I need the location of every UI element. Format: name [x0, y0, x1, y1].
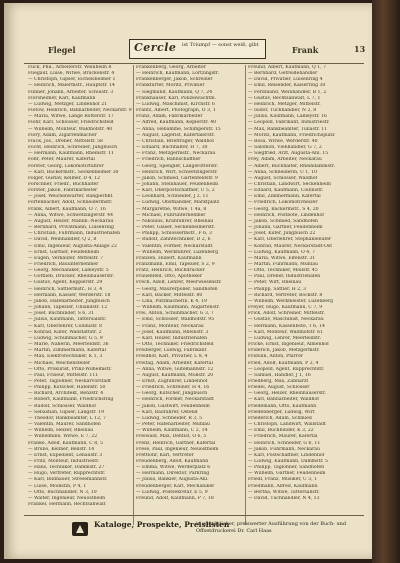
directory-entry: — August, Heizer, Mannh.-Neckarau	[28, 218, 114, 224]
directory-entry: — Franz, Metzgermstr., Neckarau	[136, 151, 216, 157]
directory-entry: — Georg, Kutscher, Jungbusch	[136, 391, 208, 397]
column-1	[28, 65, 138, 525]
directory-entry: Freitag, Adam, Arbeiter, Käfertal	[136, 360, 213, 366]
directory-entry: Frank, Albert, Kaufmann, O 7, 16	[28, 206, 106, 212]
directory-entry: — Anna, Witwe, Gutemannstr. 12	[136, 366, 214, 372]
directory-entry: Frankenberg, Georg, Arbeiter	[136, 65, 206, 70]
page-number: 13	[354, 44, 366, 54]
directory-entry: — Rudolf, Zahntechniker, D 2, 6	[136, 237, 211, 243]
directory-entry: — Wilhelm, Monteur, Waldhofstr. 40	[28, 126, 113, 132]
directory-entry: — Leopold, Fabrikant, Industriestr.	[248, 120, 330, 126]
directory-entry: — Valentin, Maurer, Sandhofen	[28, 422, 101, 428]
directory-entry: Friderich, Jakob, Metzgermstr.	[248, 348, 320, 354]
directory-entry: — Julius, Kaufmann, Tattersallstr.	[28, 317, 107, 323]
directory-entry: Frick, Adolf, Schreiner, Mittelstr.	[248, 311, 325, 317]
directory-entry: — Gottlieb, Drucker, Rheinhäuserstr.	[28, 274, 115, 280]
directory-entry: — Heinrich, Metzger, Mittelstr.	[248, 101, 321, 107]
directory-entry: — Julius, Kaufmann, Lameystr. 16	[248, 114, 327, 120]
directory-entry: Fridolin, Anton, Pfarrer	[248, 354, 303, 360]
directory-entry: — Bernhard, Getreidehändler	[248, 71, 318, 77]
directory-entry: — Philipp, Schlossermstr., F 6, 3	[136, 231, 212, 237]
directory-entry: — Georg, Mechaniker, Lameystr. 5	[28, 268, 109, 274]
directory-entry: — Salomon, Viehhändler, G 7, 2	[248, 145, 322, 151]
directory-entry: — Johann, Steinhauer, Feudenheim	[136, 181, 219, 187]
header-right-word: Frank	[292, 45, 319, 55]
directory-entry: — Karl, Oberlehrer, Stephanienufer	[248, 237, 332, 243]
directory-entry: — Hermann, Kaufmann, Rheinstr. 11	[28, 151, 114, 157]
directory-entry: — Heinrich, Former, Neckarstadt	[136, 397, 214, 403]
directory-entry: — Georg, Heizer, Rheinhäuserstr.	[248, 391, 327, 397]
directory-entry: — Friedrich, Maurer, Käfertal	[248, 434, 318, 440]
directory-entry: Freund, Adolf, Kaufmann, P 7, 18	[136, 495, 214, 501]
directory-entry: — Rudolf, Schlosser, Waldhof	[28, 403, 96, 409]
directory-entry: — Emil, Schlosser, Waldhofstr. 95	[136, 317, 215, 323]
directory-entry: — Leonhard, Schneider, J 2, 11	[136, 194, 209, 200]
directory-entry: Franzmann, Emil, Tapezier, S 2, 9	[136, 262, 215, 267]
directory-entry: — Jakob, Schmied, Sandhofen	[248, 218, 319, 224]
publisher-logo-icon	[72, 522, 88, 536]
directory-entry: — Otto, Prokurist, Prinz-Wilhelmstr.	[28, 366, 112, 372]
directory-entry: — David, Tuchhändler, N 4, 13	[248, 495, 320, 501]
footer-title: Kataloge, Prospekte, Preislisten	[94, 520, 230, 529]
directory-entry: Forschner, Friedr., Buchhalter	[28, 181, 99, 187]
directory-entry: — Josef, Kaufmann, Rheinstr. 3	[136, 329, 209, 335]
directory-entry: — Bertha, Witwe, Tattersallstr.	[248, 489, 320, 495]
directory-entry: — Richard, Vertreter, Böckstr. 8	[248, 292, 323, 298]
directory-entry: Frauenfeld, Otto, Apotheker	[136, 274, 202, 280]
directory-entry: — Maria, Witwe, Lange Rötterstr. 17	[28, 114, 114, 120]
directory-entry: — Georg, Bäckermstr., S 4, 20	[248, 206, 319, 212]
directory-entry: — Ludwig, Schuhmacher, G 5, 9	[28, 335, 103, 341]
directory-entry: Fricke, Ernst, Ingenieur, Almenhof	[248, 342, 329, 348]
directory-entry: Freiberger, Ludwig, Fabrikant	[136, 348, 207, 354]
directory-entry: — Heinrich, Wirt, Schwetzingerstr.	[136, 169, 218, 175]
directory-entry: Frankel, Hermann, Rechtsanwalt	[28, 502, 106, 508]
directory-entry: — Albert, Buchhalter, Rheindammstr.	[248, 163, 335, 169]
directory-entry: Franz, Adam, Fabrikarbeiter	[136, 114, 203, 120]
directory-entry: — Christian, Briefträger, Waldhof	[136, 138, 214, 144]
directory-entry: — Sebastian, Gipser, Langstr. 19	[28, 409, 105, 415]
directory-entry: Frey, Adam, Arbeiter, Neckarau	[248, 157, 322, 163]
directory-entry: — Martin, Fuhrmann, Mühlau	[248, 262, 318, 267]
directory-entry: — Margarethe, Witwe, T 4a, 8	[136, 206, 207, 212]
directory-entry: — Philipp, Kutscher, Hafenstr. 50	[28, 385, 106, 391]
directory-entry: — Ernst, Zugführer, Lindenhof	[136, 378, 208, 384]
directory-entry: Friederich, Adam, Schmied	[248, 415, 312, 421]
directory-entry: — Ludwig, Kaufmann, O 4, 7	[248, 249, 316, 255]
directory-entry: — Anna, Witwe, Schwetzingerstr. 44	[28, 212, 114, 218]
directory-entry: — Marie, Näherin, Meerfeldstr. 36	[28, 342, 109, 348]
directory-entry: — Konrad, Küfer, Wallstattstr. 2	[28, 329, 102, 335]
directory-entry: Franzen, Hubert, Kaufmann	[136, 255, 202, 261]
directory-entry: — Otto, Techniker, Mollstr. 45	[248, 268, 318, 274]
directory-entry: — Gustav, Agent, Kepplerstr. 29	[28, 280, 103, 286]
directory-entry: — Leopold, Agent, Rupprechtstr.	[248, 366, 325, 372]
directory-entry: — Johann, Tapezier, Uhlandstr. 12	[28, 305, 108, 311]
directory-entry: — Alfred, Kaufmann, Keplerstr. 40	[136, 120, 217, 126]
directory-entry: — Franz, Monteur, Neckarau	[136, 323, 204, 329]
directory-entry: — Bruno, Kellner, Beilstr. 14	[28, 446, 95, 452]
directory-entry: — Karl, Heizer, Industriehafen	[136, 335, 208, 341]
directory-entry: — Friedrich, Lokomotivheizer	[248, 200, 318, 206]
directory-entry: — Hermann, Direktor, Parkring	[136, 471, 210, 477]
directory-entry: Freudenberg, Adolf, Kaufmann	[136, 459, 209, 464]
directory-entry: — Eduard, Kaufmann, Collinistr.	[248, 188, 324, 194]
directory-entry: — Ludwig, Postsekretär, E 5, 9	[136, 489, 208, 495]
directory-entry: — Otto, Buchhändler, N 3, 10	[28, 489, 97, 495]
directory-entry: — Julius, Bankier, Augusta-Anl.	[136, 477, 209, 483]
directory-entry: Fliegauf, Luise, Witwe, Brückenstr. 4	[28, 71, 115, 77]
directory-entry: Freudenberger, Karl, Mechaniker	[136, 483, 215, 489]
directory-entry: — Christoph, Landwirt, Wallstadt	[248, 422, 326, 428]
directory-entry: Focht, Heinrich, Schreiner, Jungbusch	[28, 145, 118, 151]
directory-entry: — Richard, Architekt, Renzstr. 4	[28, 391, 104, 397]
directory-entry: — Philipp, Sattler, H 2, 3	[248, 286, 306, 292]
directory-entry: — Jakob, Schmied, Gartenfeldstr. 9	[136, 175, 218, 181]
directory-entry: — Hermann, Kassier, Werderstr. 18	[28, 292, 111, 298]
directory-entry: Friedmann, Alfred, Kaufmann	[248, 483, 318, 489]
directory-entry: — Maria, Witwe, Elfenstr. 31	[248, 255, 316, 261]
directory-entry: Fratz, Heinrich, Buchdrucker	[136, 268, 205, 274]
directory-entry: Franke, Adolf, Kaufmann, C 8, 5	[28, 440, 103, 446]
directory-entry: — Eugen, Verkäufer, Mittelstr. 7	[28, 255, 104, 261]
directory-entry: Frettlöhr, Karl, Vertreter	[136, 452, 194, 458]
directory-entry: — Heinrich, Kaufmann, Lortzingstr.	[136, 71, 220, 77]
directory-entry: — Karl, Bildhauer, Stresemannstr.	[28, 477, 108, 483]
directory-entry: — Wilhelm, Werkführer, Luzenberg	[136, 249, 219, 255]
directory-entry: — Ludwig, Lehrer, Meerfeldstr.	[248, 335, 322, 341]
directory-entry: — Lina, Putzmacherin, K 4, 19	[136, 298, 207, 304]
directory-page	[4, 3, 372, 559]
directory-entry: — Karl, Bäcker, Mittelstr. 80	[136, 292, 203, 298]
header-left-word: Flegel	[48, 45, 76, 55]
directory-entry: Föhr, Peter, Maurer, Käfertal	[28, 157, 95, 163]
directory-entry: Frantz, Albert, Photograph, O 3, 1	[136, 108, 216, 114]
directory-entry: Frenz, Heinrich, Gärtner, Käfertal	[136, 440, 216, 446]
directory-entry: — Konrad, Maurer, Neckarstadt-Ost	[248, 243, 333, 249]
directory-entry: — Christian, Fuhrmann, Industriehafen	[28, 231, 121, 237]
directory-entry: — Jakob, Fuhrmann, Neckarau	[248, 446, 321, 452]
directory-entry: — David, Privatier, Luisenring 4	[248, 77, 323, 83]
directory-entry: — Johann, Gärtner, Feudenheim	[248, 225, 323, 231]
directory-entry: — Christoph, Gipser, Eichelsheimer 1	[28, 77, 116, 83]
directory-entry: Frankfurter, Moritz, Privatier	[136, 83, 205, 89]
directory-entry: — Karl, Postschaffner, Lindenhof	[248, 452, 325, 458]
directory-entry: Fried, Adolf, Kaufmann, P 2, 4	[248, 360, 319, 366]
directory-entry: — Emma, Witwe, Werderplatz 6	[136, 465, 211, 471]
directory-entry: — Luise, Modistin, P 4, 1	[28, 483, 87, 489]
directory-entry: Folger, Gustav, Kellner, D 4, 12	[28, 175, 101, 181]
directory-entry: — Heinrich, Schneider, G 6, 11	[248, 440, 321, 446]
directory-entry: — Heinrich, Malermstr., Hauptstr. 14	[28, 83, 115, 89]
directory-entry: — Karl, Monteur, Waldhofstr. 61	[248, 329, 323, 335]
directory-entry: Friedenberger, Ludwig, Wirt	[248, 409, 315, 415]
directory-entry: — Georg, Maurerpolier, Sandhofen	[136, 286, 218, 292]
directory-entry: — Siegfried, Arzt, Augusta-Anl. 15	[248, 151, 329, 157]
directory-entry: — Karl, Oberpostschaffner, U 5, 2	[136, 188, 215, 194]
directory-entry: — Hans, Techniker, Dammstr. 27	[28, 465, 105, 471]
directory-entry: — Ernst, Gärtner, Feudenheim	[28, 249, 100, 255]
directory-entry: — Siegmund, Kaufmann, Q 7, 24	[136, 89, 213, 95]
directory-entry: — Gustav, Rechtsanwalt, L 7, 1	[248, 95, 321, 101]
footer-subtitle: in vorzüglicher, preiswerter Ausführung von der Buch- und Offsetdruckerei Dr. Carl Haas	[196, 521, 347, 534]
directory-entry: — Friedrich, Bahnschaffner	[136, 157, 201, 163]
book-spine-edge	[372, 0, 400, 563]
directory-entry: — August, Schlosser, Waldhof	[248, 175, 318, 181]
directory-entry: — Samuel, Händler, J 1, 16	[248, 372, 311, 378]
directory-entry: Forster, Jakob, Fabrikarbeiter	[28, 188, 98, 194]
directory-entry: — Ludwig, Obsthändler, Marktplatz	[136, 200, 220, 206]
directory-entry: — Philipp, Taglöhner, Sandhofen	[248, 465, 325, 471]
directory-entry: — Emil, Zimmermann, Käfertal	[248, 194, 321, 200]
page-header	[4, 39, 372, 61]
directory-entry: Förster, Georg, Lokomotivführer	[28, 163, 104, 169]
ad-brand: Cercle	[134, 41, 177, 54]
header-advertisement	[129, 39, 266, 59]
directory-entry: Friedel, August, Schlosser	[248, 385, 310, 391]
directory-entry: — Hermann, Kassenbote, T 6, 14	[248, 323, 325, 329]
directory-entry: Flory, Adam, Zigarrenmacher	[28, 132, 97, 138]
directory-entry: — Wilhelmine, Witwe, E 7, 22	[28, 434, 98, 440]
directory-entry: Freiwald, Max, Dentist, O 6, 5	[136, 434, 207, 440]
directory-entry: — Isidor, Tuchhändler, N 2, 8	[248, 108, 317, 114]
directory-entry: — Fritz, Monteur, Industriestr.	[28, 459, 100, 464]
directory-entry: — Heinrich, Sattlermstr., H 3, 4	[28, 286, 103, 292]
directory-entry: — Jakob, Hafenarbeiter, Jungbusch	[28, 298, 110, 304]
directory-entry: — Karl, Oberlehrer, Collinistr. 8	[28, 323, 102, 329]
directory-entry: — Friedrich, Bauunternehmer	[28, 262, 99, 267]
directory-entry: — Paul, Friseur, Mittelstr. 111	[28, 372, 99, 378]
directory-entry: — Wilhelm, Kaufmann, Augartenstr.	[136, 305, 220, 311]
directory-entry: Frankhauser, Karl, Polizeiwachtm.	[136, 95, 217, 101]
directory-entry: Freyer, Hugo, Kaufmann, C 7, 9	[248, 305, 323, 311]
directory-entry: — Ludwig, Kaufmann, Dammstr. 5	[248, 459, 328, 464]
directory-entry: — Josef, Buchbinder, S 6, 31	[28, 311, 94, 317]
directory-entry: — Eduard, Buchhalter, H 7, 30	[136, 145, 208, 151]
directory-entry: Flick, Phil., Arbeiterstr. Weinheim 8	[28, 65, 112, 70]
directory-entry: — David, Weinhändler, Q 2, 8	[28, 237, 97, 243]
directory-entry: — Paul, Dreher, Industriehafen	[248, 274, 321, 280]
directory-entry: — Josef, Küfer, Jungbusch 22	[248, 231, 316, 237]
directory-entry: — Karl, Bahnarbeiter, Waldhof	[248, 397, 319, 403]
directory-entry: — Gustav, Maschinist, Neckarau	[248, 317, 324, 323]
directory-entry: — Peter, Hafenarbeiter, Mühlau	[136, 422, 210, 428]
directory-entry: — Nikolaus, Kranführer, Rheinau	[136, 218, 214, 224]
directory-entry: Flörsheimer, Karl, Kaufmann	[28, 95, 96, 101]
directory-entry: — Rosa, Witwe, Werderstr. 40	[248, 138, 318, 144]
directory-entry: — Heinrich, Postbote, Lindenhof	[248, 212, 324, 218]
directory-entry: — Wilhelm, Heizer, Rheinau	[28, 428, 94, 434]
directory-entry: — Theodor, Bankbeamter, L 12, 7	[28, 415, 106, 421]
directory-entry: Flohr, Karl, Schlosser, Friedrichsfeld	[28, 120, 114, 126]
directory-entry: Flinner, Johann, Arbeiter, Schulstr. 3	[28, 89, 114, 95]
directory-entry: Freund, Albert, Kaufmann, Q 1, 7	[248, 65, 327, 70]
directory-entry: Friedberg, Max, Zahnarzt	[248, 378, 309, 384]
directory-entry: Frech, Adolf, Lehrer, Meerwiesenstr.	[136, 280, 222, 286]
directory-entry: Freidhof, Karl, Privatier, L 8, 4	[136, 354, 208, 360]
directory-entry: — Michael, Weichensteller	[28, 360, 91, 366]
directory-entry: — August, Lagerist, Käfertalerstr.	[136, 132, 215, 138]
directory-entry: — Emil, Ingenieur, Augusta-Anlage 22	[28, 243, 117, 249]
directory-entry: — Wilhelm, Werkmeister, Luzenberg	[248, 298, 334, 304]
directory-entry: Fluck, Jos., Dreher, Mittelstr. 58	[28, 138, 103, 144]
directory-entry: — Bernhard, Privatmann, Luisenring	[28, 225, 115, 231]
directory-entry: — Hugo, Vertreter, Rupprechtstr.	[28, 471, 106, 477]
directory-entry: — Max, Bankbeamter, Tullastr. 11	[248, 126, 328, 132]
directory-entry: Friedl, Franz, Musiker, U 3, 1	[248, 477, 318, 483]
directory-entry: — Ludwig, Schneider, R 3, 5	[136, 415, 203, 421]
directory-entry: — Anna, Hebamme, Schimperstr. 15	[136, 126, 221, 132]
directory-entry: — August, Kaufmann, Mollstr. 20	[136, 372, 214, 378]
directory-entry: — Ludwig, Metzger, Lindenhof 21	[28, 101, 108, 107]
directory-entry: — Peter, Taglöhner, Neckarvorstadt	[28, 378, 112, 384]
directory-entry: — Michael, Fuhrunternehmer	[136, 212, 206, 218]
column-3	[248, 65, 358, 525]
directory-entry: — Peter, Glaser, Seckenheimerstr.	[136, 225, 216, 231]
directory-entry: Frese, Paul, Ingenieur, Neuostheim	[136, 446, 219, 452]
column-2	[136, 65, 246, 525]
directory-entry: Frei, Anton, Schuhmacher, G 3, 7	[136, 311, 214, 317]
directory-entry: Flotow, Heinrich, Bahnarbeiter, Neckarstr. 9	[28, 108, 132, 114]
directory-entry: — Emil, Reisender, Kaiserring 30	[248, 83, 326, 89]
directory-entry: — Robert, Kaufmann, Friedrichsring	[28, 397, 114, 403]
directory-entry: — Georg, Spengler, Langerötterstr.	[136, 163, 219, 169]
directory-entry: — Wilhelm, Gärtner, Feudenheim	[248, 471, 326, 477]
directory-entry: — Ludwig, Maschinist, Kirchstr. 6	[136, 101, 215, 107]
header-rule	[24, 63, 364, 64]
directory-entry: — Anna, Schneiderin, U 1, 10	[248, 169, 317, 175]
directory-entry: — Christian, Landwirt, Seckenheim	[248, 181, 331, 187]
directory-entry: — Valentin, Former, Neckarstadt	[136, 243, 213, 249]
directory-entry: Friedemann, Otto, Kaufmann	[248, 403, 317, 409]
directory-entry: — Karl, Bäckermstr., Seckenheimer 30	[28, 169, 119, 175]
directory-entry: Fortenbacher, Adolf, Schneidermstr.	[28, 200, 113, 206]
directory-entry: — Josef, Weichenwärter, Rangierbhf.	[28, 194, 114, 200]
directory-entry: Frankenberger, Jakob, Schreiner	[136, 77, 213, 83]
directory-entry: — Ferdinand, Weinhändler, B 1, 2	[248, 89, 327, 95]
directory-entry: — Ernst, Expedient, Lenaustr. 3	[28, 452, 103, 458]
directory-entry: — Moritz, Kaufmann, Friedrichsplatz	[248, 132, 335, 138]
directory-entry: — Emil, Buchbinder, K 3, 22	[248, 428, 314, 434]
directory-entry: — Otto, Techniker, Friedrichsfeld	[136, 342, 214, 348]
directory-entry: — Karl, Bauführer, Ostend	[136, 409, 198, 415]
directory-entry: — Friedrich, Schreiner, H 4, 16	[136, 385, 210, 391]
directory-entry: — Max, Elektrotechniker, K 1, 3	[28, 354, 103, 360]
directory-entry: — Wilhelm, Kaufmann, C 2, 14	[136, 428, 208, 434]
footer-advertisement	[24, 515, 364, 542]
directory-entry: — Walter, Ingenieur, Neuostheim	[28, 495, 106, 501]
directory-entry: — Martin, Zimmermann, Käfertal	[28, 348, 106, 354]
directory-entry: — Jakob, Gastwirt, Feudenheim	[136, 403, 210, 409]
ad-text: ist Triumpf — sonst weiß, gibt	[182, 42, 259, 48]
directory-entry: — Peter, Wirt, Rheinau	[248, 280, 302, 286]
